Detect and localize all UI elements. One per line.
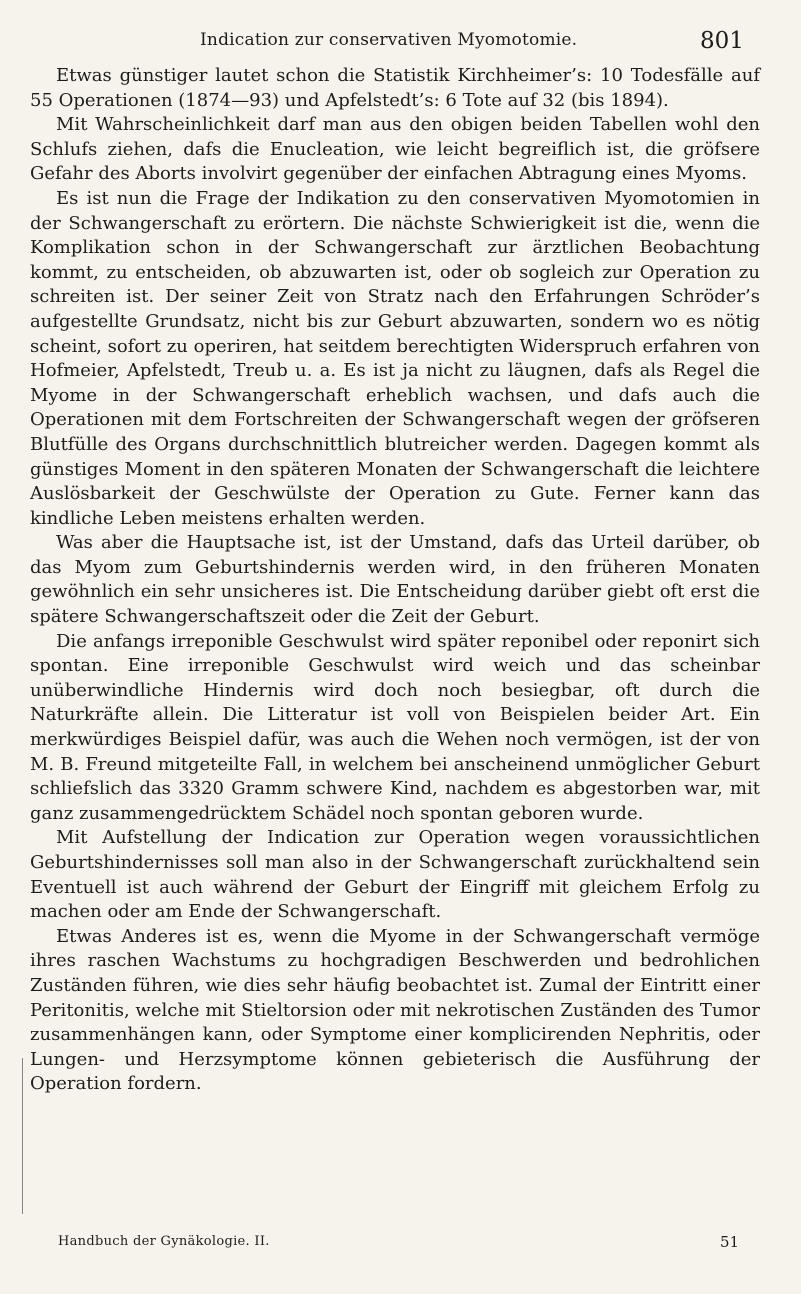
footer-book-title: Handbuch der Gynäkologie. II.	[58, 1234, 270, 1249]
footer-signature-number: 51	[720, 1233, 740, 1251]
page-number: 801	[700, 28, 744, 54]
paragraph: Etwas günstiger lautet schon die Statistik Kirchheimer’s: 10 Todesfälle auf 55 Operationen (1874—93) und Apfelstedt’s: 6 Tote auf 32 (bis 1894).	[30, 65, 760, 111]
margin-rule	[22, 1058, 23, 1214]
paragraph: Etwas Anderes ist es, wenn die Myome in der Schwangerschaft vermöge ihres raschen Wachstums zu hochgradigen Beschwerden und bedrohlichen Zuständen führen, wie dies sehr häufig beobachtet ist. Zumal der Eintritt einer Peritonitis, welche mit Stieltorsion oder mit nekrotischen Zuständen des Tumor zusammenhängen kann, oder Symptome einer komplicirenden Nephritis, oder Lungen- und Herzsymptome können gebieterisch die Ausführung der Operation fordern.	[30, 925, 760, 1095]
paragraph: Es ist nun die Frage der Indikation zu den conservativen Myomotomien in der Schwangerschaft zu erörtern. Die nächste Schwierigkeit ist die, wenn die Komplikation schon in der Schwangerschaft zur ärztlichen Beobachtung kommt, zu entscheiden, ob abzuwarten ist, oder ob sogleich zur Operation zu schreiten ist. Der seiner Zeit von Stratz nach den Erfahrungen Schröder’s aufgestellte Grundsatz, nicht bis zur Geburt abzuwarten, sondern wo es nötig scheint, sofort zu operiren, hat seitdem berechtigten Widerspruch erfahren von Hofmeier, Apfelstedt, Treub u. a. Es ist ja nicht zu läugnen, dafs als Regel die Myome in der Schwangerschaft erheblich wachsen, und dafs auch die Operationen mit dem Fortschreiten der Schwangerschaft wegen der gröfseren Blutfülle des Organs durchschnittlich blutreicher werden. Dagegen kommt als günstiges Moment in den späteren Monaten der Schwangerschaft die leichtere Auslösbarkeit der Geschwülste der Operation zu Gute. Ferner kann das kindliche Leben meistens erhalten werden.	[30, 187, 760, 529]
running-head: Indication zur conservativen Myomotomie.	[200, 30, 578, 50]
paragraph: Die anfangs irreponible Geschwulst wird später reponibel oder reponirt sich spontan. Eine irreponible Geschwulst wird weich und das scheinbar unüberwindliche Hindernis wird doch noch besiegbar, oft durch die Naturkräfte allein. Die Litteratur ist voll von Beispielen beider Art. Ein merkwürdiges Beispiel dafür, was auch die Wehen noch vermögen, ist der von M. B. Freund mitgeteilte Fall, in welchem bei anscheinend unmöglicher Geburt schliefslich das 3320 Gramm schwere Kind, nachdem es abgestorben war, mit ganz zusammengedrücktem Schädel noch spontan geboren wurde.	[30, 630, 760, 824]
body-text	[30, 64, 760, 1097]
paragraph: Mit Wahrscheinlichkeit darf man aus den obigen beiden Tabellen wohl den Schlufs ziehen, dafs die Enucleation, wie leicht begreiflich ist, die gröfsere Gefahr des Aborts involvirt gegenüber der einfachen Abtragung eines Myoms.	[30, 114, 760, 185]
paragraph: Mit Aufstellung der Indication zur Operation wegen voraussichtlichen Geburtshindernisses soll man also in der Schwangerschaft zurückhaltend sein Eventuell ist auch während der Geburt der Eingriff mit gleichem Erfolg zu machen oder am Ende der Schwangerschaft.	[30, 827, 760, 923]
paragraph: Was aber die Hauptsache ist, ist der Umstand, dafs das Urteil darüber, ob das Myom zum Geburtshindernis werden wird, in den früheren Monaten gewöhnlich ein sehr unsicheres ist. Die Entscheidung darüber giebt oft erst die spätere Schwangerschaftszeit oder die Zeit der Geburt.	[30, 532, 760, 628]
